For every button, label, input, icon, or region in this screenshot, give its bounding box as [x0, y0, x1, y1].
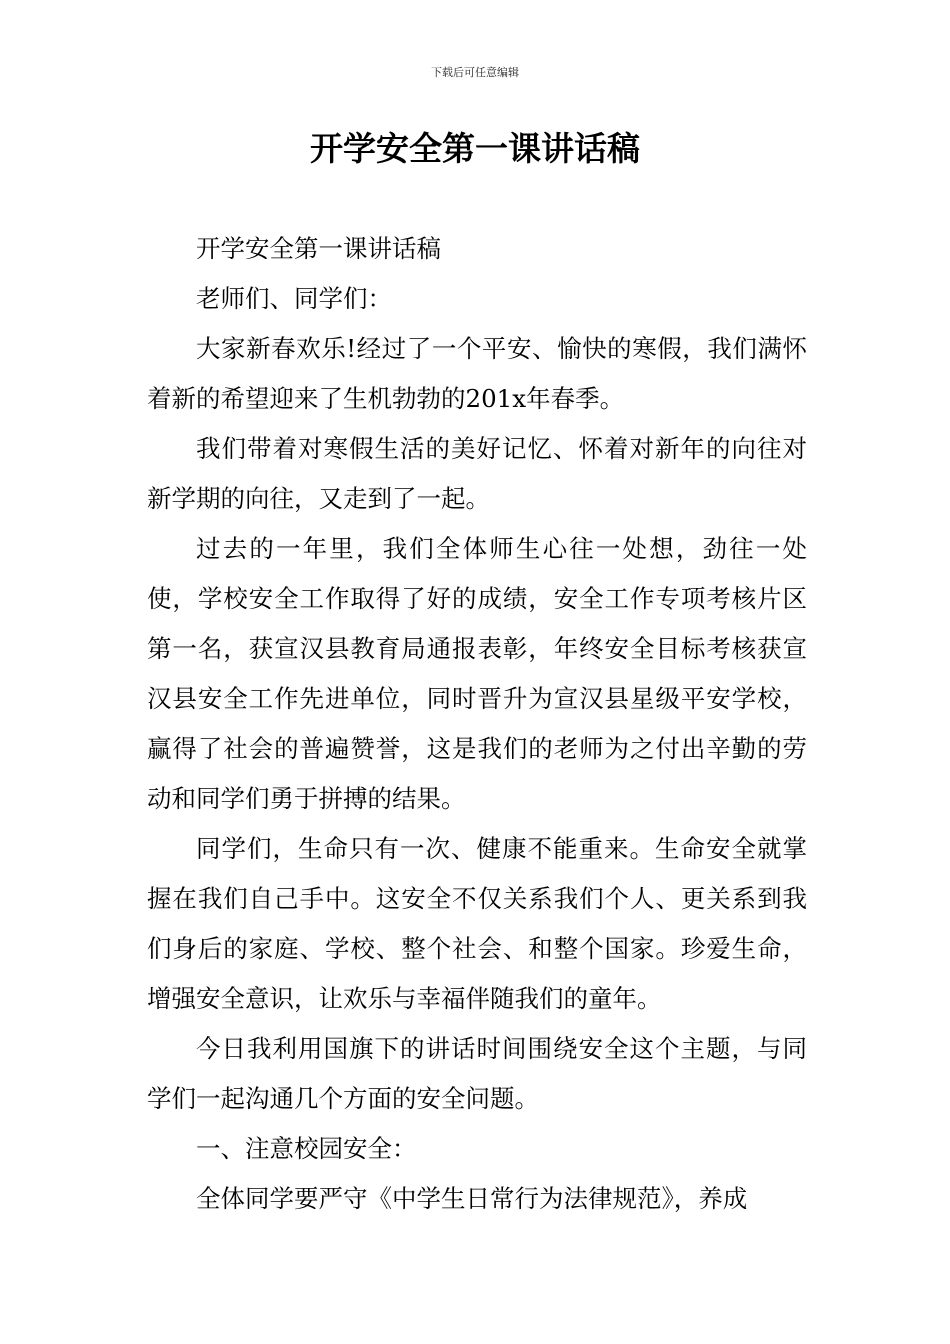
- document-title: 开学安全第一课讲话稿: [310, 129, 640, 168]
- paragraph-topic-intro: 今日我利用国旗下的讲话时间围绕安全这个主题，与同学们一起沟通几个方面的安全问题。: [147, 1034, 807, 1113]
- paragraph-section-heading: 一、注意校园安全：: [196, 1134, 417, 1163]
- paragraph-subtitle: 开学安全第一课讲话稿: [196, 234, 441, 263]
- paragraph-greeting: 大家新春欢乐!经过了一个平安、愉快的寒假，我们满怀着新的希望迎来了生机勃勃的201x年春季。: [147, 334, 807, 413]
- header-note: 下载后可任意编辑: [431, 66, 519, 79]
- paragraph-salutation: 老师们、同学们：: [196, 284, 392, 313]
- document-body: [147, 224, 807, 1224]
- paragraph-past-year: 过去的一年里，我们全体师生心往一处想，劲往一处使，学校安全工作取得了好的成绩，安全工作专项考核片区第一名，获宣汉县教育局通报表彰，年终安全目标考核获宣汉县安全工作先进单位，同时晋升为宣汉县星级平安学校，赢得了社会的普遍赞誉，这是我们的老师为之付出辛勤的劳动和同学们勇于拼搏的结果。: [147, 534, 807, 813]
- paragraph-new-semester: 我们带着对寒假生活的美好记忆、怀着对新年的向往对新学期的向往，又走到了一起。: [147, 434, 807, 513]
- paragraph-school-rules: 全体同学要严守《中学生日常行为法律规范》，养成: [196, 1184, 748, 1213]
- paragraph-life-safety: 同学们，生命只有一次、健康不能重来。生命安全就掌握在我们自己手中。这安全不仅关系我们个人、更关系到我们身后的家庭、学校、整个社会、和整个国家。珍爱生命，增强安全意识，让欢乐与幸福伴随我们的童年。: [147, 834, 807, 1013]
